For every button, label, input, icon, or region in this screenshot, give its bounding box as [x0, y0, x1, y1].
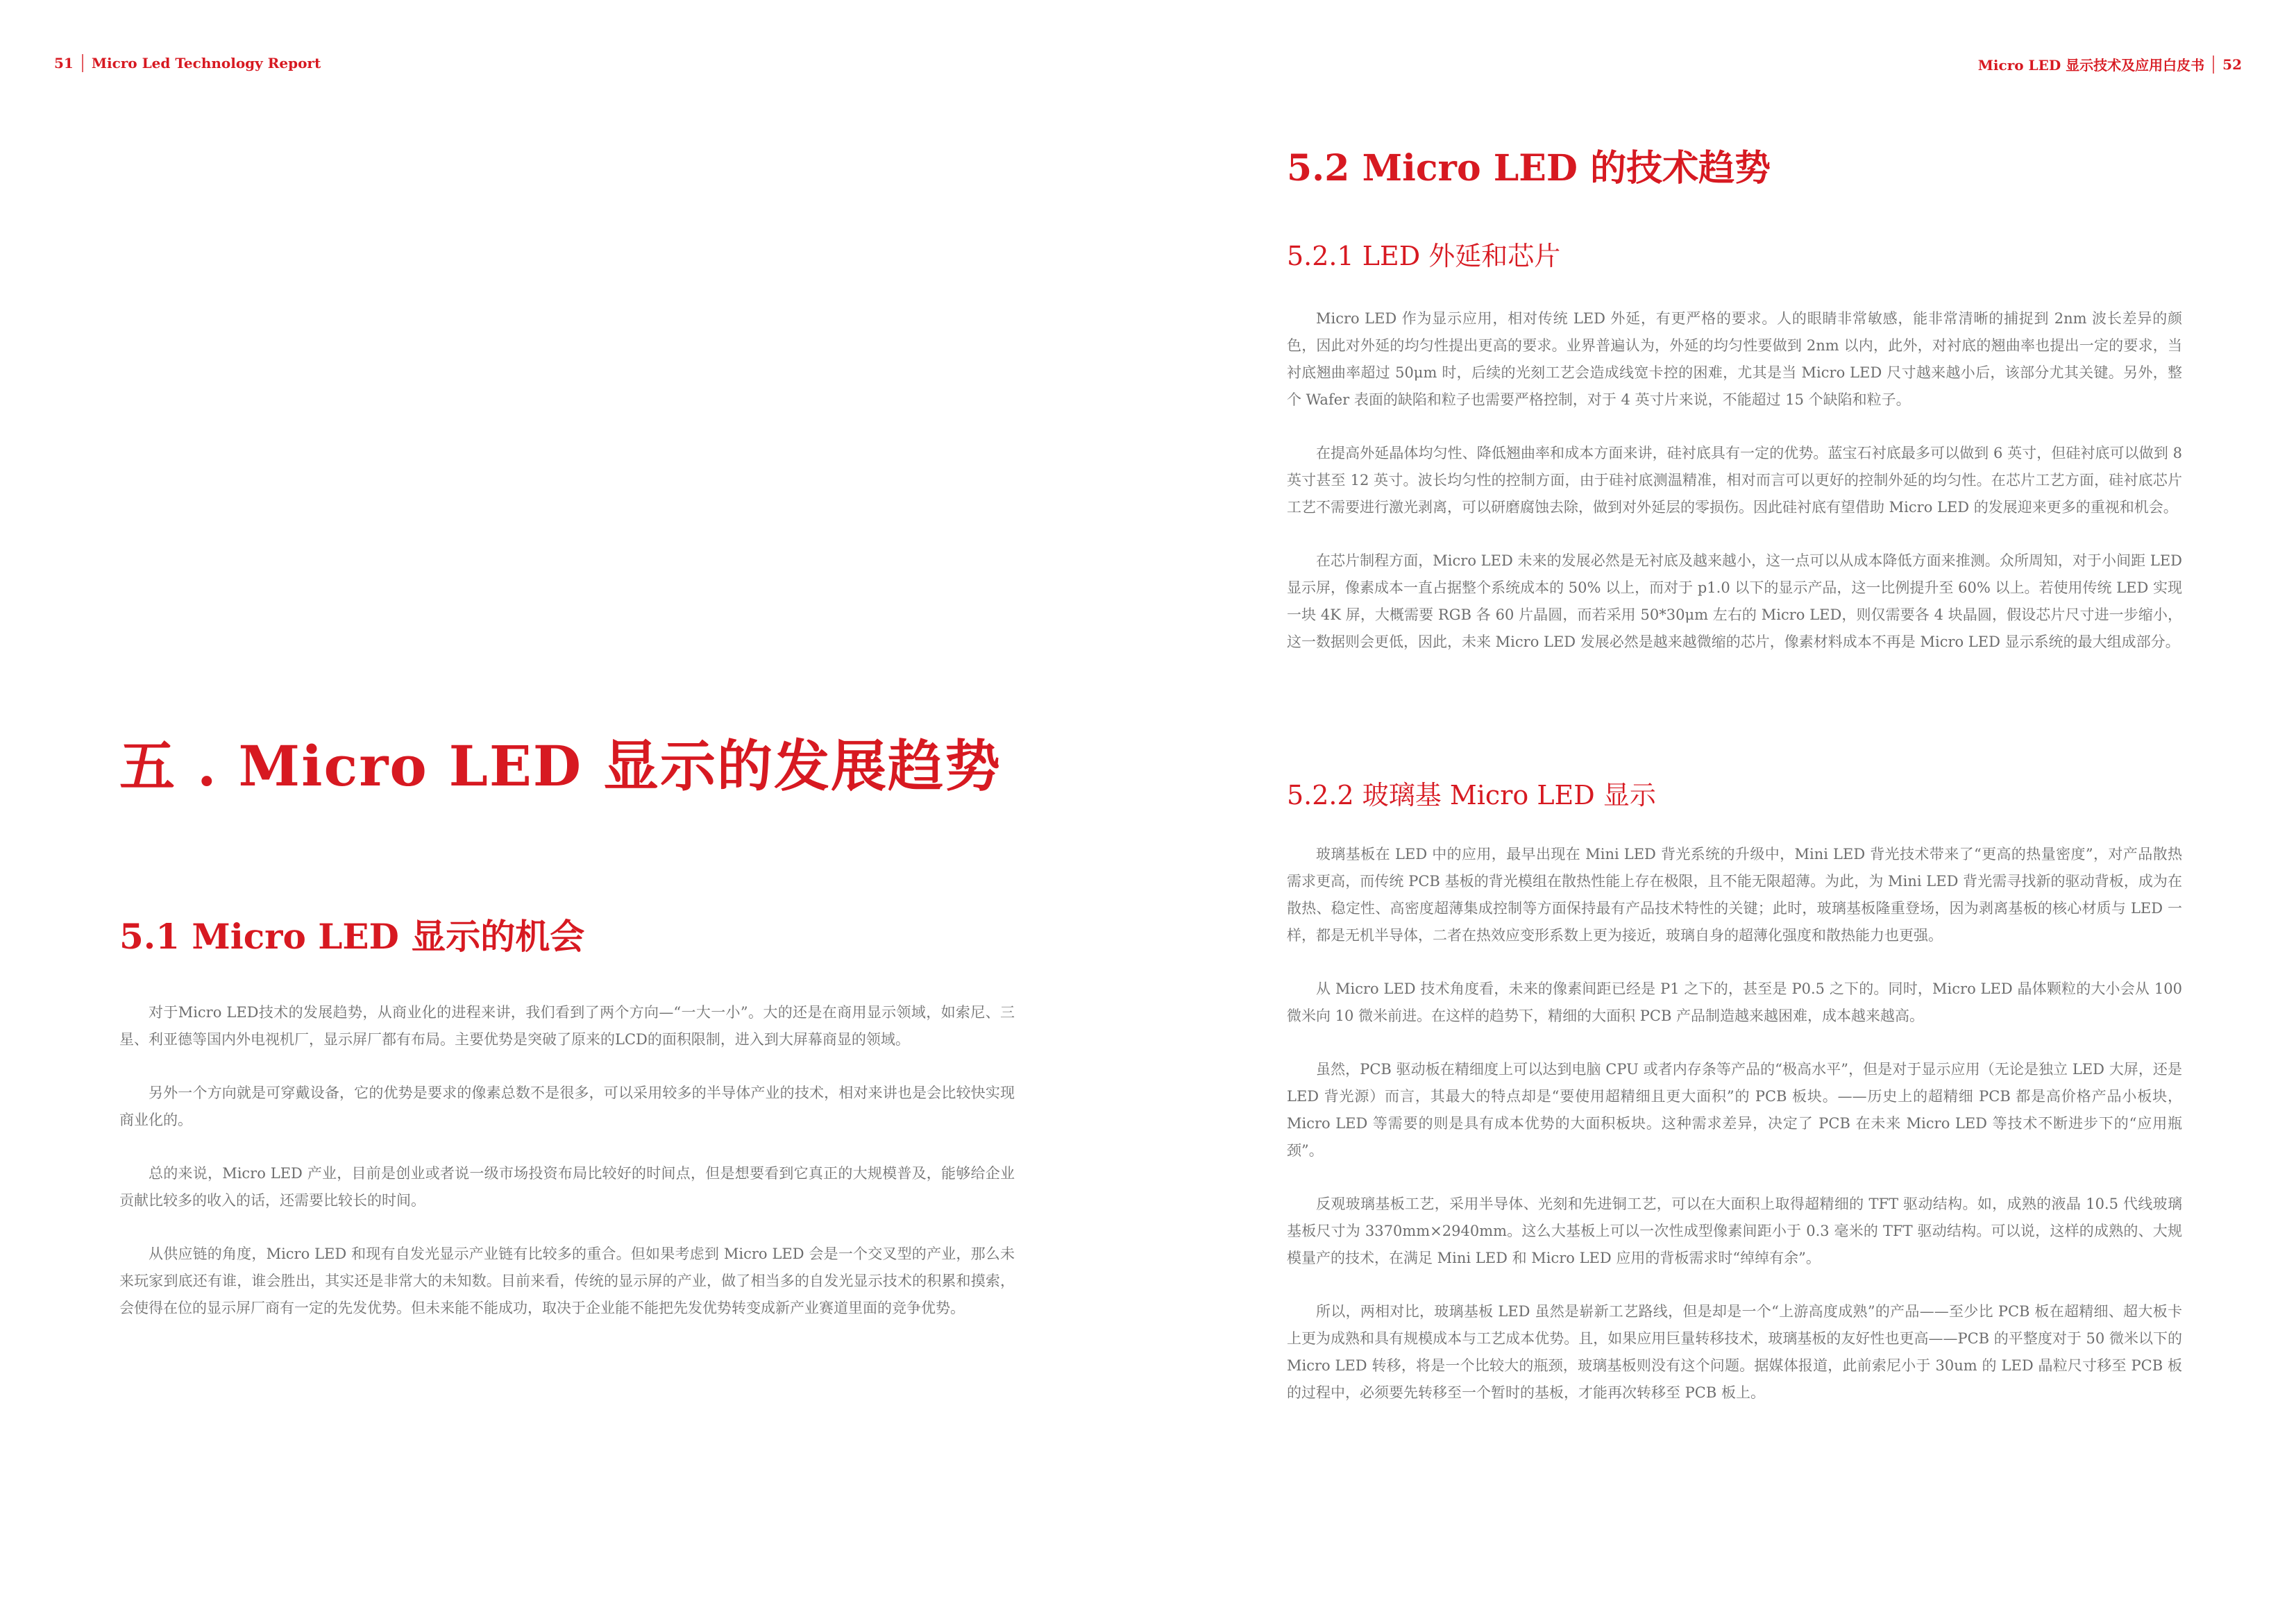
- subsection-body: [1287, 305, 2182, 682]
- page-number: 51: [54, 55, 74, 71]
- subsection-title: 5.2.2 玻璃基 Micro LED 显示: [1287, 780, 1656, 810]
- paragraph: 在芯片制程方面，Micro LED 未来的发展必然是无衬底及越来越小，这一点可以从成本降低方面来推测。众所周知，对于小间距 LED 显示屏，像素成本一直占据整个系统成本的 50% 以上，而对于 p1.0 以下的显示产品，这一比例提升至 60% 以上。若使用传统 LED 实现一块 4K 屏，大概需要 RGB 各 60 片晶圆，而若采用 50*30μm 左右的 Micro LED，则仅需要各 4 块晶圆，假设芯片尺寸进一步缩小，这一数据则会更低，因此，未来 Micro LED 发展必然是越来越微缩的芯片，像素材料成本不再是 Micro LED 显示系统的最大组成部分。: [1287, 552, 2182, 650]
- chapter-title: 五 . Micro LED 显示的发展趋势: [119, 733, 1002, 799]
- report-title: Micro LED 显示技术及应用白皮书: [1977, 57, 2205, 74]
- left-running-head: [54, 54, 321, 72]
- paragraph: 总的来说，Micro LED 产业，目前是创业或者说一级市场投资布局比较好的时间点，但是想要看到它真正的大规模普及，能够给企业贡献比较多的收入的话，还需要比较长的时间。: [119, 1165, 1015, 1209]
- right-page: [1148, 0, 2296, 1623]
- right-running-head: [1978, 54, 2242, 74]
- paragraph: 从供应链的角度，Micro LED 和现有自发光显示产业链有比较多的重合。但如果考虑到 Micro LED 会是一个交叉型的产业，那么未来玩家到底还有谁，谁会胜出，其实还是非常大的未知数。目前来看，传统的显示屏的产业，做了相当多的自发光显示技术的积累和摸索，会使得在位的显示屏厂商有一定的先发优势。但未来能不能成功，取决于企业能不能把先发优势转变成新产业赛道里面的竞争优势。: [119, 1246, 1015, 1316]
- header-divider: [2213, 56, 2214, 74]
- paragraph: 对于Micro LED技术的发展趋势，从商业化的进程来讲，我们看到了两个方向—“一大一小”。大的还是在商用显示领域，如索尼、三星、利亚德等国内外电视机厂，显示屏厂都有布局。主要优势是突破了原来的LCD的面积限制，进入到大屏幕商显的领域。: [119, 1004, 1015, 1048]
- paragraph: 在提高外延晶体均匀性、降低翘曲率和成本方面来讲，硅衬底具有一定的优势。蓝宝石衬底最多可以做到 6 英寸，但硅衬底可以做到 8 英寸甚至 12 英寸。波长均匀性的控制方面，由于硅衬底测温精准，相对而言可以更好的控制外延的均匀性。在芯片工艺方面，硅衬底芯片工艺不需要进行激光剥离，可以研磨腐蚀去除，做到对外延层的零损伤。因此硅衬底有望借助 Micro LED 的发展迎来更多的重视和机会。: [1287, 445, 2182, 516]
- paragraph: 反观玻璃基板工艺，采用半导体、光刻和先进铜工艺，可以在大面积上取得超精细的 TFT 驱动结构。如，成熟的液晶 10.5 代线玻璃基板尺寸为 3370mm×2940mm。这么大基板上可以一次性成型像素间距小于 0.3 毫米的 TFT 驱动结构。可以说，这样的成熟的、大规模量产的技术，在满足 Mini LED 和 Micro LED 应用的背板需求时“绰绰有余”。: [1287, 1196, 2182, 1266]
- section-title: 5.2 Micro LED 的技术趋势: [1287, 147, 1771, 189]
- header-divider: [82, 54, 83, 72]
- paragraph: 虽然，PCB 驱动板在精细度上可以达到电脑 CPU 或者内存条等产品的“极高水平”，但是对于显示应用（无论是独立 LED 大屏，还是 LED 背光源）而言，其最大的特点却是“要使用超精细且更大面积”的 PCB 板块。——历史上的超精细 PCB 都是高价格产品小板块，Micro LED 等需要的则是具有成本优势的大面积板块。这种需求差异，决定了 PCB 在未来 Micro LED 等技术不断进步下的“应用瓶颈”。: [1287, 1061, 2182, 1159]
- paragraph: Micro LED 作为显示应用，相对传统 LED 外延，有更严格的要求。人的眼睛非常敏感，能非常清晰的捕捉到 2nm 波长差异的颜色，因此对外延的均匀性提出更高的要求。业界普遍认为，外延的均匀性要做到 2nm 以内，此外，对衬底的翘曲率也提出一定的要求，当衬底翘曲率超过 50μm 时，后续的光刻工艺会造成线宽卡控的困难，尤其是当 Micro LED 尺寸越来越小后，该部分尤其关键。另外，整个 Wafer 表面的缺陷和粒子也需要严格控制，对于 4 英寸片来说，不能超过 15 个缺陷和粒子。: [1287, 310, 2182, 408]
- subsection-title: 5.2.1 LED 外延和芯片: [1287, 241, 1561, 271]
- paragraph: 玻璃基板在 LED 中的应用，最早出现在 Mini LED 背光系统的升级中，Mini LED 背光技术带来了“更高的热量密度”，对产品散热需求更高，而传统 PCB 基板的背光模组在散热性能上存在极限，且不能无限超薄。为此，为 Mini LED 背光需寻找新的驱动背板，成为在散热、稳定性、高密度超薄集成控制等方面保持最有产品技术特性的关键；此时，玻璃基板隆重登场，因为剥离基板的核心材质与 LED 一样，都是无机半导体，二者在热效应变形系数上更为接近，玻璃自身的超薄化强度和散热能力也更强。: [1287, 846, 2182, 944]
- section-body: [119, 999, 1015, 1348]
- subsection-body: [1287, 841, 2182, 1433]
- page-number: 52: [2222, 56, 2242, 73]
- paragraph: 所以，两相对比，玻璃基板 LED 虽然是崭新工艺路线，但是却是一个“上游高度成熟”的产品——至少比 PCB 板在超精细、超大板卡上更为成熟和具有规模成本与工艺成本优势。且，如果应用巨量转移技术，玻璃基板的友好性也更高——PCB 的平整度对于 50 微米以下的 Micro LED 转移，将是一个比较大的瓶颈，玻璃基板则没有这个问题。据媒体报道，此前索尼小于 30um 的 LED 晶粒尺寸移至 PCB 板的过程中，必须要先转移至一个暂时的基板，才能再次转移至 PCB 板上。: [1287, 1303, 2182, 1401]
- paragraph: 另外一个方向就是可穿戴设备，它的优势是要求的像素总数不是很多，可以采用较多的半导体产业的技术，相对来讲也是会比较快实现商业化的。: [119, 1085, 1015, 1128]
- section-title: 5.1 Micro LED 显示的机会: [119, 916, 585, 957]
- report-title: Micro Led Technology Report: [91, 55, 321, 71]
- paragraph: 从 Micro LED 技术角度看，未来的像素间距已经是 P1 之下的，甚至是 P0.5 之下的。同时，Micro LED 晶体颗粒的大小会从 100 微米向 10 微米前进。在这样的趋势下，精细的大面积 PCB 产品制造越来越困难，成本越来越高。: [1287, 980, 2182, 1024]
